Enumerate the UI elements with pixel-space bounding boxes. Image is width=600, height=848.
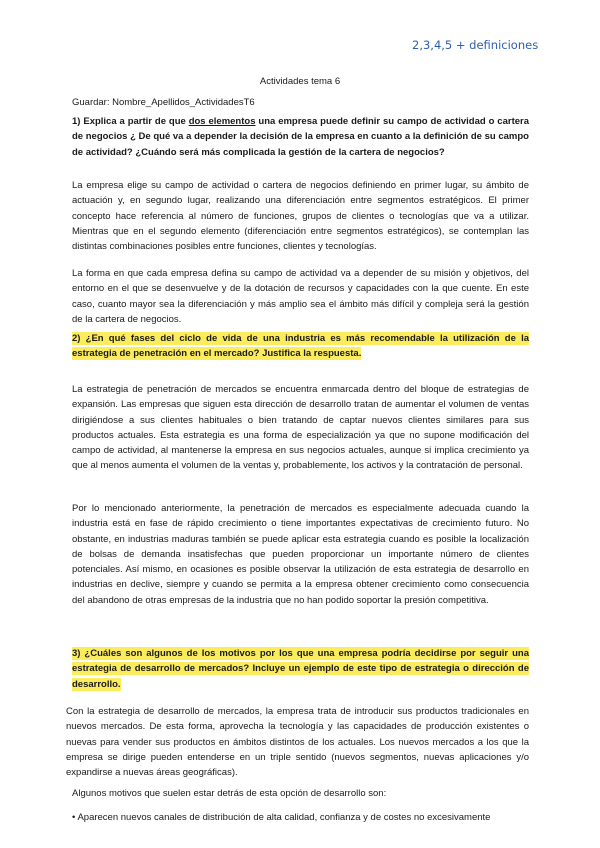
handwritten-note: 2,3,4,5 + definiciones (412, 38, 539, 52)
question-3 (72, 646, 529, 692)
question-2 (72, 331, 529, 362)
question-1 (72, 114, 529, 160)
bullet-marker: • (72, 812, 76, 823)
answer-1-paragraph-2: La forma en que cada empresa defina su campo de actividad va a depender de su misión y objetivos, del entorno en el que se desenvuelve y de la dotación de recursos y capacidades con la que cuente. En este caso, cuanto mayor sea la diferenciación y más amplio sea el ámbito más difícil y compleja será la gestión de la cartera de negocios. (72, 268, 529, 325)
answer-3-bullet-1: Aparecen nuevos canales de distribución de alta calidad, confianza y de costes no excesivamente (77, 812, 491, 823)
question-1-part-a: 1) Explica a partir de que (72, 116, 189, 127)
answer-3-paragraph-2: Algunos motivos que suelen estar detrás de esta opción de desarrollo son: (72, 788, 387, 799)
question-2-text: 2) ¿En qué fases del ciclo de vida de una industria es más recomendable la utilización de la estrategia de penetración en el mercado? Justifica la respuesta. (72, 333, 529, 360)
answer-2-paragraph-2: Por lo mencionado anteriormente, la penetración de mercados es especialmente adecuada cuando la industria está en fase de rápido crecimiento o tiene importantes expectativas de crecimiento futuro. No obstante, en industrias maduras también se puede aplicar esta estrategia cuando es posible la localización de bolsas de demanda insatisfechas que pueden proporcionar un importante número de clientes potenciales. Así mismo, en ocasiones es posible observar la utilización de esta estrategia de desarrollo en industrias en declive, siempre y cuando se permita a la empresa obtener crecimiento como consecuencia del abandono de otras empresas de la industria que no han podido soportar la presión competitiva. (72, 503, 529, 606)
question-1-underlined: dos elementos (188, 116, 256, 127)
question-3-text: 3) ¿Cuáles son algunos de los motivos por los que una empresa podría decidirse por seguir una estrategia de desarrollo de mercados? Incluye un ejemplo de este tipo de estrategia o dirección de desarrollo. (72, 648, 529, 690)
save-instruction: Guardar: Nombre_Apellidos_ActividadesT6 (72, 97, 255, 108)
list-item (72, 812, 532, 823)
document-title: Actividades tema 6 (259, 76, 341, 87)
answer-1-paragraph-1: La empresa elige su campo de actividad o cartera de negocios definiendo en primer lugar, su ámbito de actuación y, en segundo lugar, realizando una diferenciación entre segmentos estratégicos. El primer concepto hace referencia al número de funciones, grupos de clientes o tecnologías que va a utilizar. Mientras que en el segundo elemento (diferenciación entre segmentos estratégicos), se contemplan las distintas combinaciones posibles entre funciones, clientes y tecnologías. (72, 180, 529, 253)
answer-2-paragraph-1: La estrategia de penetración de mercados se encuentra enmarcada dentro del bloque de estrategias de expansión. Las empresas que siguen esta dirección de desarrollo tratan de aumentar el volumen de ventas dirigiéndose a sus clientes habituales o bien tratando de captar nuevos clientes similares para sus productos actuales. Esta estrategia es una forma de especialización ya que no supone modificación del campo de actividad, al mantenerse la empresa en sus negocios actuales, aunque si implica crecimiento ya que al menos aumenta el volumen de la ventas y, probablemente, los activos y la contratación de personal. (72, 384, 529, 472)
question-1-part-c: una empresa puede definir su campo de actividad o cartera de negocios ¿ De qué va a depender la decisión de la empresa en cuanto a la definición de su campo de actividad? ¿Cuándo será más complicada la gestión de la cartera de negocios? (72, 116, 529, 158)
answer-3-paragraph-1: Con la estrategia de desarrollo de mercados, la empresa trata de introducir sus productos tradicionales en nuevos mercados. De esta forma, aprovecha la tecnología y las capacidades de producción existentes o nuevas para vender sus productos en ámbitos distintos de los actuales. Los nuevos mercados a los que la empresa se dirige pueden entenderse en un triple sentido (nuevos segmentos, nuevas aplicaciones y/o expandirse a nuevas áreas geográficas). (66, 706, 529, 779)
